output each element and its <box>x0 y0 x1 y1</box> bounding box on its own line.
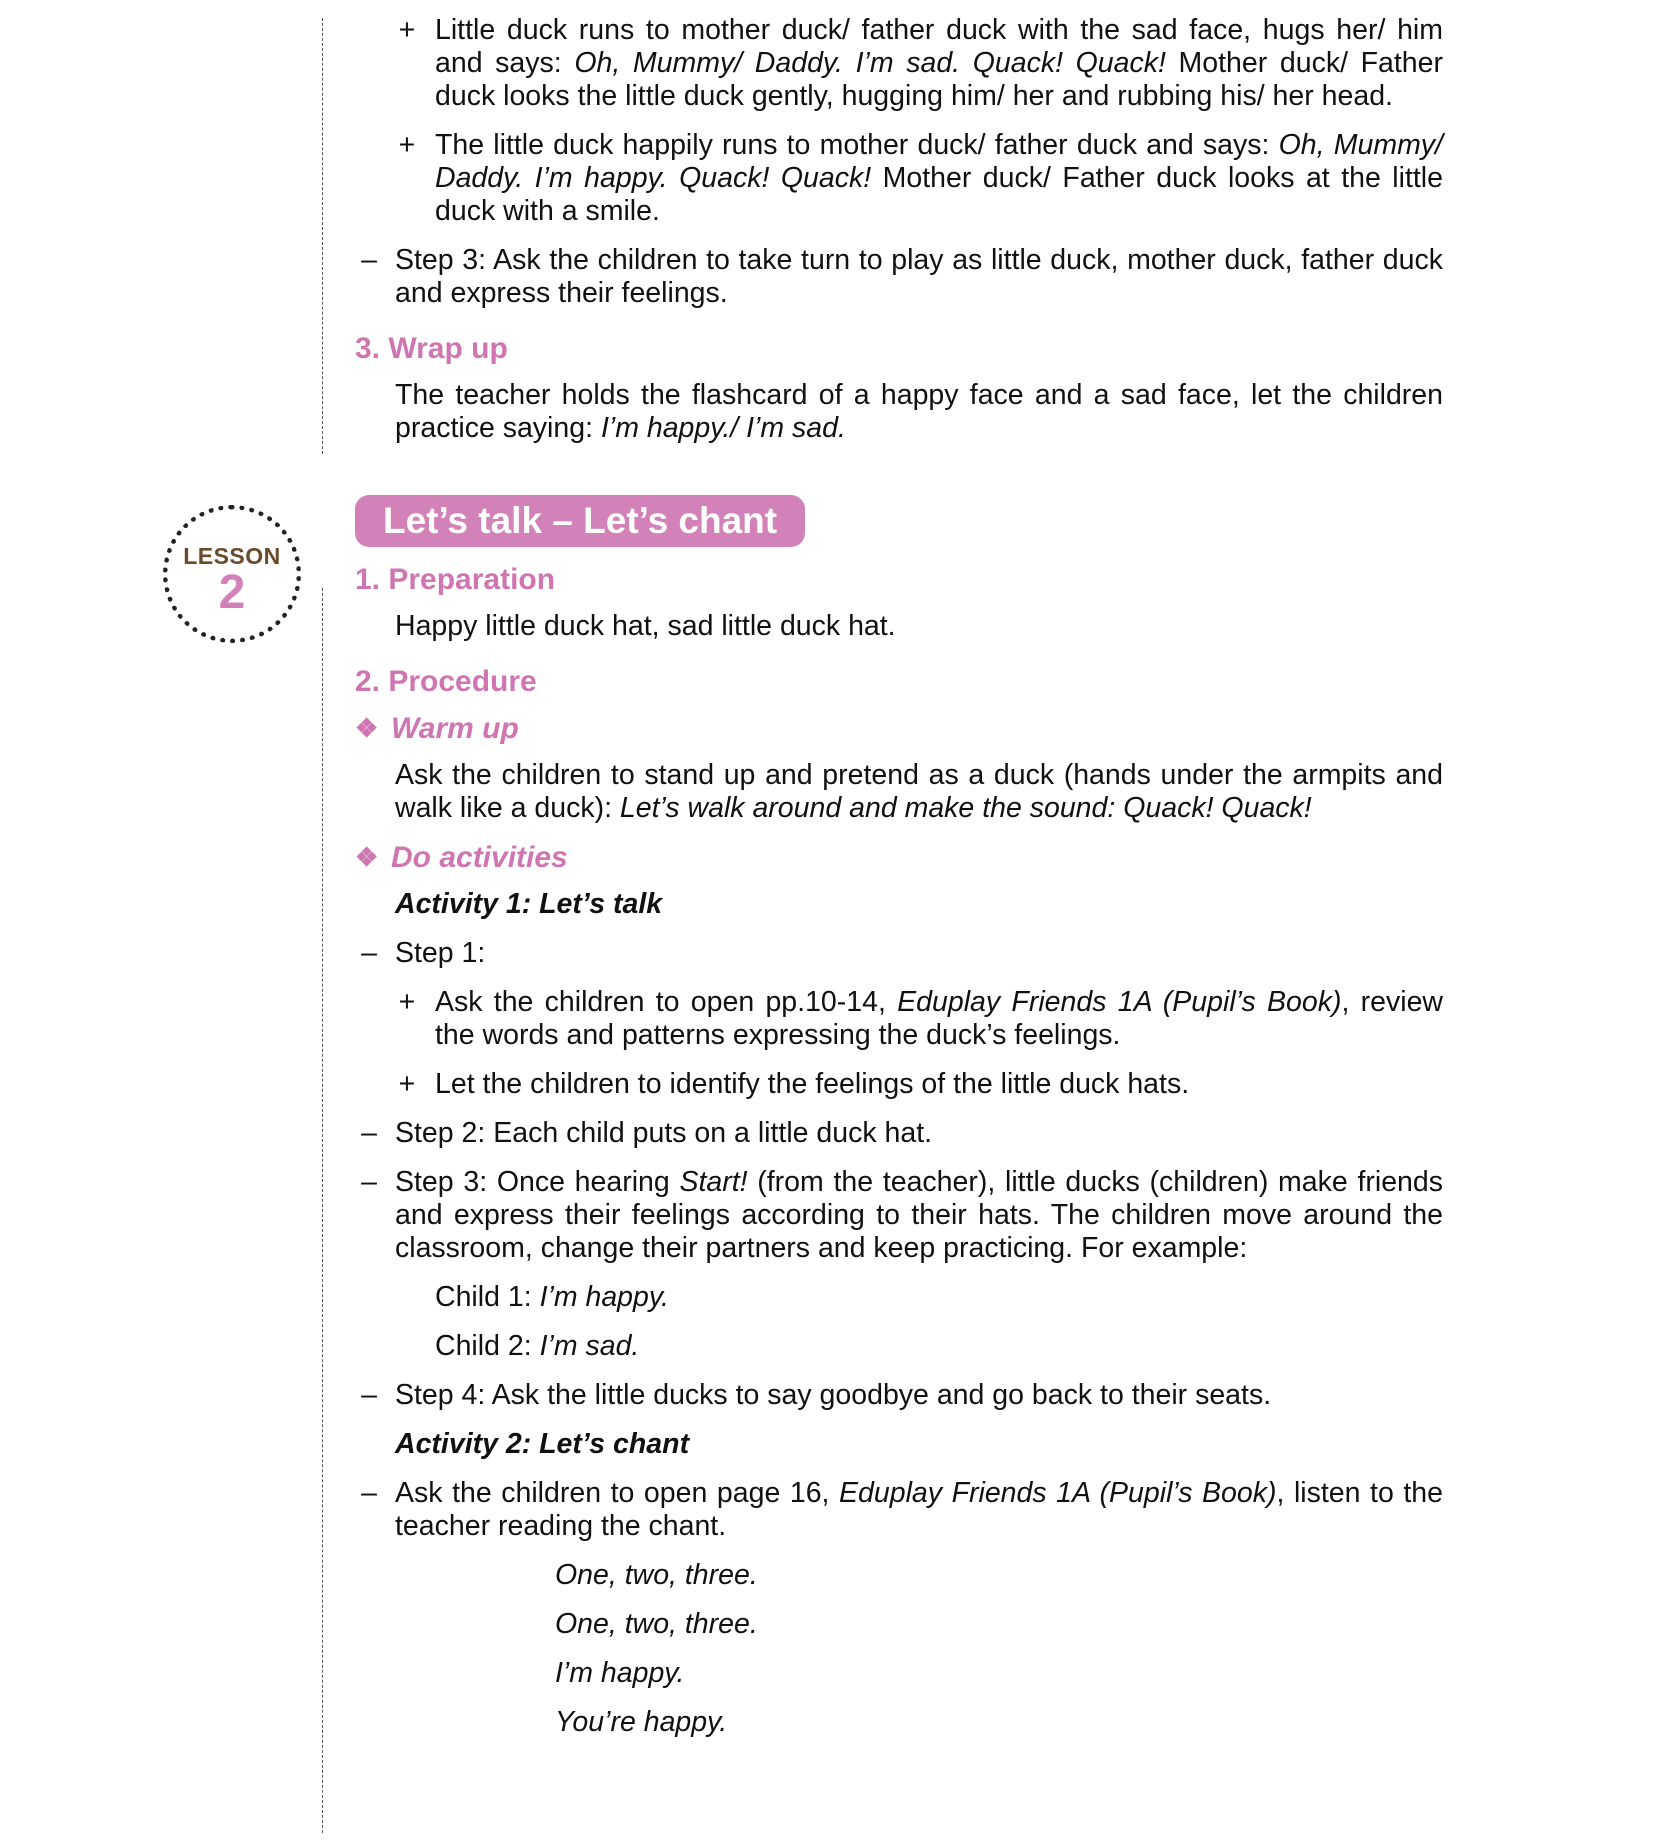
margin-rule-bottom <box>322 588 323 1833</box>
activity-1-title: Activity 1: Let’s talk <box>395 888 663 920</box>
chant-line: One, two, three. <box>555 1559 758 1591</box>
plus-bullet: + <box>398 14 416 46</box>
dash-bullet: – <box>361 1117 377 1149</box>
chant-line: You’re happy. <box>555 1706 728 1738</box>
list-item: – Step 1: <box>355 937 1443 970</box>
plus-bullet: + <box>398 129 416 161</box>
example-line: Child 2: I’m sad. <box>435 1330 640 1362</box>
list-item: – Step 3: Ask the children to take turn to play as little duck, mother duck, father duck and express their feelings. <box>355 244 1443 310</box>
activity-2-title: Activity 2: Let’s chant <box>395 1428 690 1460</box>
diamond-icon: ❖ <box>355 842 379 872</box>
lesson-badge <box>163 505 301 643</box>
list-item: + The little duck happily runs to mother duck/ father duck and says: Oh, Mummy/ Daddy. I’m happy. Quack! Quack! Mother duck/ Father duck looks at the little duck with a smile. <box>355 129 1443 228</box>
wrap-up-heading: 3. Wrap up <box>355 332 508 365</box>
dash-bullet: – <box>361 1379 377 1411</box>
warm-up-text: Ask the children to stand up and pretend as a duck (hands under the armpits and walk like a duck): Let’s walk around and make the sound: Quack! Quack! <box>395 759 1443 824</box>
margin-rule-top <box>322 18 323 454</box>
do-activities-heading: ❖ Do activities <box>355 841 568 874</box>
wrap-up-text: The teacher holds the flashcard of a happy face and a sad face, let the children practice saying: I’m happy./ I’m sad. <box>395 379 1443 444</box>
procedure-heading: 2. Procedure <box>355 665 537 698</box>
chant-line: I’m happy. <box>555 1657 685 1689</box>
dash-bullet: – <box>361 937 377 969</box>
lesson-number: 2 <box>218 566 246 619</box>
plus-bullet: + <box>398 986 416 1018</box>
lesson-title-banner: Let’s talk – Let’s chant <box>355 495 805 547</box>
list-item: + Let the children to identify the feelings of the little duck hats. <box>355 1068 1443 1101</box>
dash-bullet: – <box>361 1477 377 1509</box>
list-item: + Ask the children to open pp.10-14, Eduplay Friends 1A (Pupil’s Book), review the words and patterns expressing the duck’s feelings. <box>355 986 1443 1052</box>
dash-bullet: – <box>361 244 377 276</box>
chant-line: One, two, three. <box>555 1608 758 1640</box>
example-line: Child 1: I’m happy. <box>435 1281 669 1313</box>
list-item: – Step 4: Ask the little ducks to say goodbye and go back to their seats. <box>355 1379 1443 1412</box>
dash-bullet: – <box>361 1166 377 1198</box>
preparation-heading: 1. Preparation <box>355 563 556 596</box>
preparation-text: Happy little duck hat, sad little duck hat. <box>395 610 896 642</box>
content <box>355 14 1443 1755</box>
list-item: – Ask the children to open page 16, Eduplay Friends 1A (Pupil’s Book), listen to the teacher reading the chant. <box>355 1477 1443 1543</box>
list-item: + Little duck runs to mother duck/ father duck with the sad face, hugs her/ him and says: Oh, Mummy/ Daddy. I’m sad. Quack! Quack! Mother duck/ Father duck looks the little duck gently, hugging him/ her and rubbing his/ her head. <box>355 14 1443 113</box>
lesson-label: LESSON <box>183 543 281 569</box>
list-item: – Step 2: Each child puts on a little duck hat. <box>355 1117 1443 1150</box>
plus-bullet: + <box>398 1068 416 1100</box>
list-item: – Step 3: Once hearing Start! (from the teacher), little ducks (children) make friends and express their feelings according to their hats. The children move around the classroom, change their partners and keep practicing. For example: <box>355 1166 1443 1265</box>
warm-up-heading: ❖ Warm up <box>355 712 519 745</box>
diamond-icon: ❖ <box>355 713 379 743</box>
